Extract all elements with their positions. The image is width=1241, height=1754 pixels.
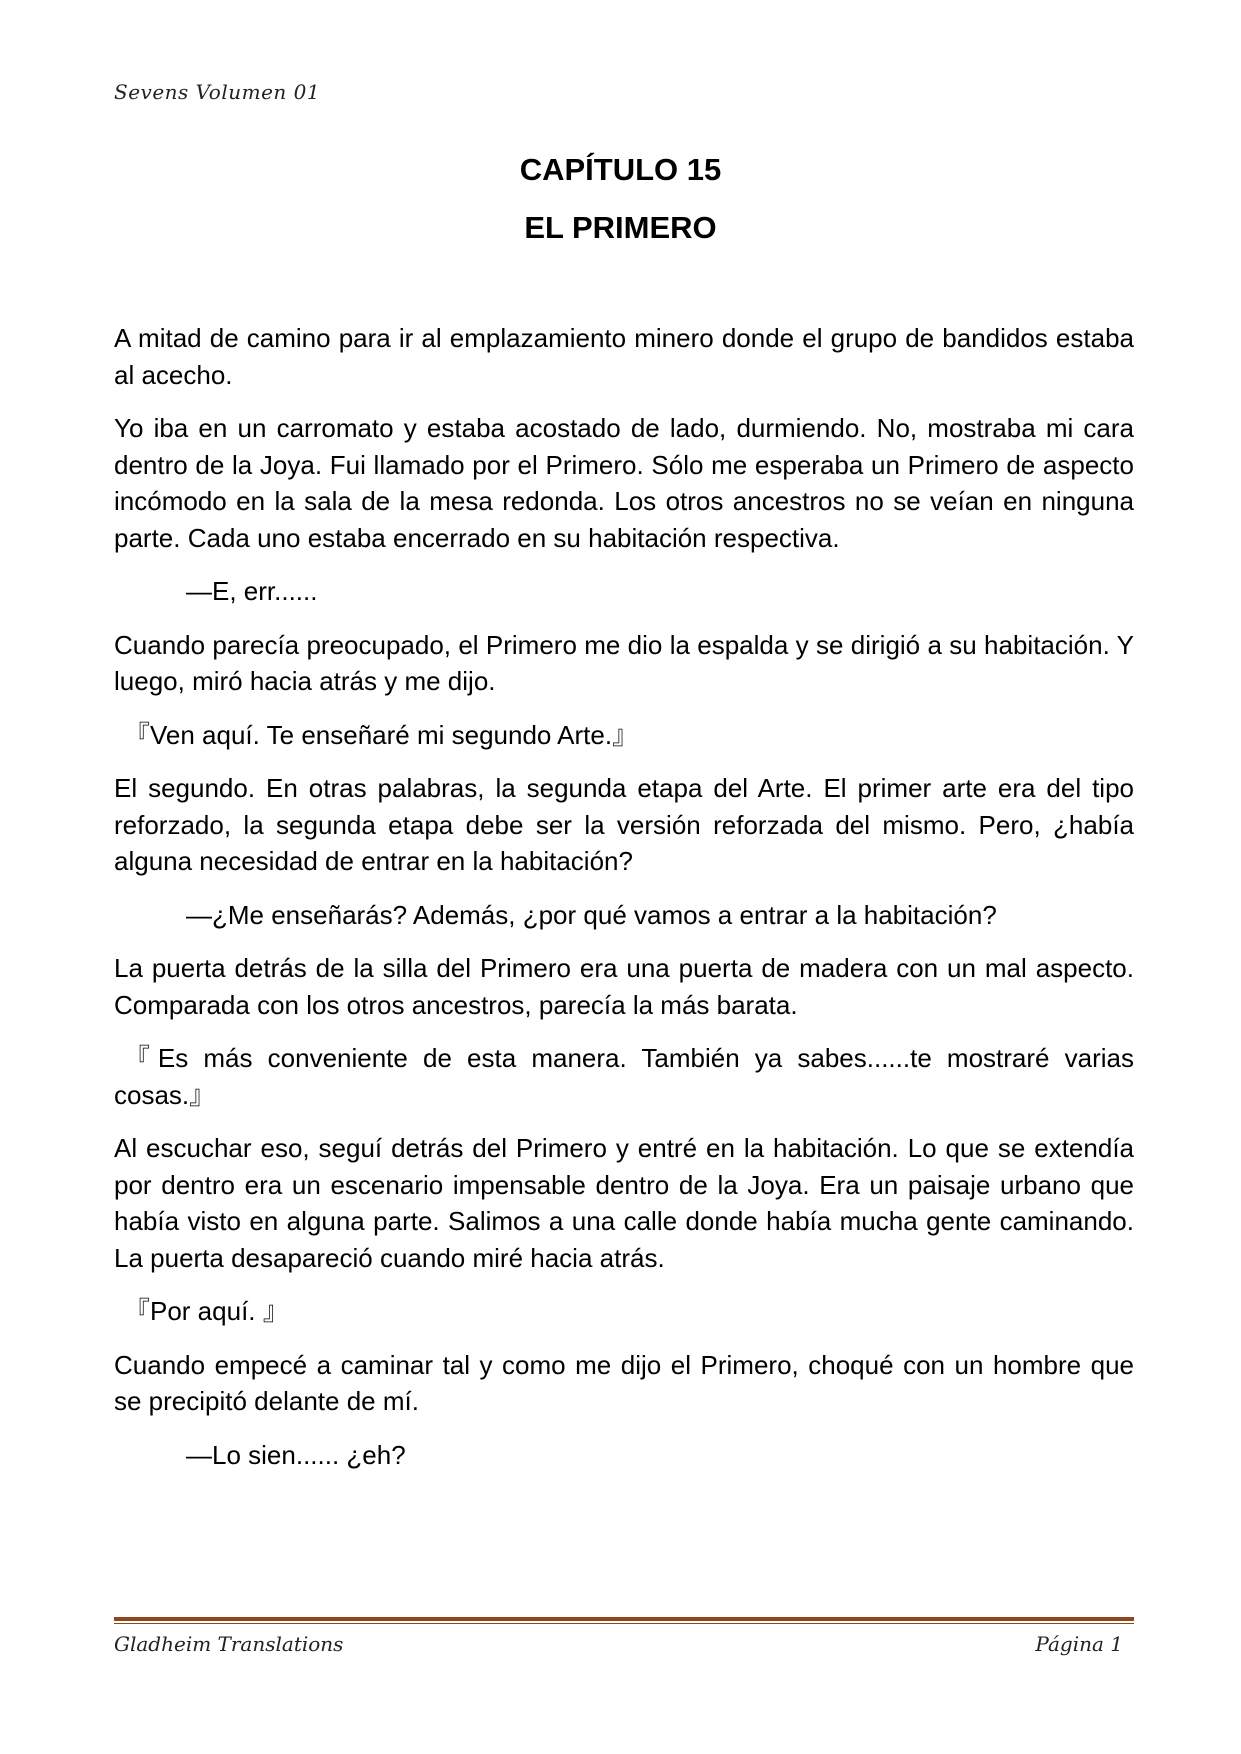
dialogue-line: —E, err...... [186,576,318,606]
footer-rule [114,1617,1134,1624]
paragraph: Cuando parecía preocupado, el Primero me dio la espalda y se dirigió a su habitación. Y luego, miró hacia atrás y me dijo. [114,629,1134,696]
running-header: Sevens Volumen 01 [114,80,321,104]
quoted-speech: 『Ven aquí. Te enseñaré mi segundo Arte.』 [124,719,639,750]
footer-rule-thin [114,1623,1134,1624]
paragraph: Al escuchar eso, seguí detrás del Primero y entré en la habitación. Lo que se extendía por dentro era un escenario impensable dentro de la Joya. Era un paisaje urbano que había visto en alguna parte. Salimos a una calle donde había mucha gente caminando. La puerta desapareció cuando miré hacia atrás. [114,1133,1134,1273]
dialogue-line: —¿Me enseñarás? Además, ¿por qué vamos a entrar a la habitación? [186,899,997,930]
paragraph: Yo iba en un carromato y estaba acostado de lado, durmiendo. No, mostraba mi cara dentro de la Joya. Fui llamado por el Primero. Sólo me esperaba un Primero de aspecto incómodo en la sala de la mesa redonda. Los otros ancestros no se veían en ninguna parte. Cada uno estaba encerrado en su habitación respectiva. [114,413,1134,553]
chapter-number: CAPÍTULO 15 [519,152,722,187]
page-number: Página 1 [1035,1632,1123,1656]
quoted-speech: 『Es más conveniente de esta manera. También ya sabes......te mostraré varias cosas.』 [114,1043,1134,1110]
paragraph: Cuando empecé a caminar tal y como me dijo el Primero, choqué con un hombre que se precipitó delante de mí. [114,1349,1134,1416]
paragraph: El segundo. En otras palabras, la segunda etapa del Arte. El primer arte era del tipo reforzado, la segunda etapa debe ser la versión reforzada del mismo. Pero, ¿había alguna necesidad de entrar en la habitación? [114,773,1134,876]
footer-publisher: Gladheim Translations [114,1632,344,1656]
chapter-body [114,320,1134,1490]
quoted-speech: 『Por aquí. 』 [124,1296,289,1326]
paragraph: A mitad de camino para ir al emplazamiento minero donde el grupo de bandidos estaba al acecho. [114,323,1134,390]
chapter-title: EL PRIMERO [524,210,717,245]
footer-rule-thick [114,1617,1134,1621]
dialogue-line: —Lo sien...... ¿eh? [186,1439,406,1470]
paragraph: La puerta detrás de la silla del Primero era una puerta de madera con un mal aspecto. Comparada con los otros ancestros, parecía la más barata. [114,953,1134,1020]
